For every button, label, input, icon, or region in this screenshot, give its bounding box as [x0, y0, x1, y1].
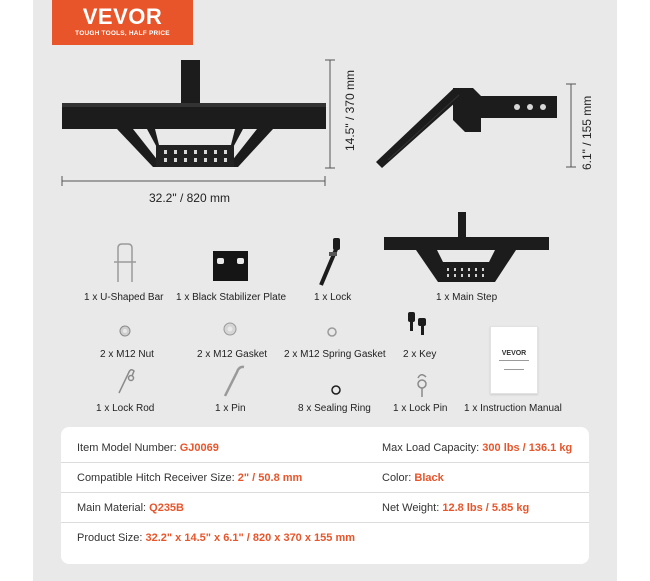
nut-icon — [120, 326, 130, 336]
part-label-lock-rod: 1 x Lock Rod — [96, 403, 155, 414]
spec-label: Max Load Capacity: — [382, 442, 480, 454]
manual-rule — [504, 369, 524, 370]
spec-label: Color: — [382, 472, 412, 484]
part-label-instruction-manual: 1 x Instruction Manual — [464, 403, 562, 414]
part-label-lock-pin: 1 x Lock Pin — [393, 403, 448, 414]
instruction-manual-icon — [490, 326, 538, 394]
spring-gasket-icon — [328, 328, 336, 336]
specifications-table — [61, 427, 589, 564]
spec-divider — [61, 462, 589, 463]
spec-value: 2" / 50.8 mm — [237, 472, 303, 484]
manual-logo: VEVOR — [501, 350, 527, 357]
spec-max-load — [382, 442, 572, 454]
spec-value: Q235B — [149, 502, 184, 514]
spec-value: GJ0069 — [179, 442, 219, 454]
spec-product-size — [77, 532, 355, 544]
hitch-step-side-image — [376, 88, 557, 168]
width-dimension-line — [62, 176, 325, 186]
spec-label: Compatible Hitch Receiver Size: — [77, 472, 235, 484]
part-label-sealing-ring: 8 x Sealing Ring — [298, 403, 371, 414]
spec-label: Net Weight: — [382, 502, 440, 514]
part-label-main-step: 1 x Main Step — [436, 292, 498, 303]
pin-icon — [225, 367, 244, 396]
part-label-key: 2 x Key — [403, 349, 437, 360]
part-label-lock: 1 x Lock — [314, 292, 352, 303]
depth-dimension-line — [566, 84, 576, 167]
stabilizer-plate-icon — [213, 251, 248, 281]
height-dimension-line — [325, 60, 335, 168]
spec-value: 12.8 lbs / 5.85 kg — [442, 502, 530, 514]
part-label-u-shaped-bar: 1 x U-Shaped Bar — [84, 292, 164, 303]
lock-icon — [321, 238, 340, 285]
part-label-m12-gasket: 2 x M12 Gasket — [197, 349, 268, 360]
spec-value: Black — [414, 472, 444, 484]
spec-item-model — [77, 442, 219, 454]
spec-divider — [61, 522, 589, 523]
spec-label: Main Material: — [77, 502, 147, 514]
product-info-card — [33, 0, 617, 581]
u-bar-icon — [114, 244, 136, 282]
key-icon — [408, 312, 426, 335]
spec-label: Product Size: — [77, 532, 143, 544]
sealing-ring-icon — [332, 386, 340, 394]
spec-value: 32.2" x 14.5" x 6.1" / 820 x 370 x 155 mm — [145, 532, 356, 544]
spec-value: 300 lbs / 136.1 kg — [482, 442, 573, 454]
part-label-pin: 1 x Pin — [215, 403, 246, 414]
depth-dimension-label: 6.1" / 155 mm — [580, 95, 594, 170]
gasket-icon — [224, 323, 236, 335]
lock-rod-icon — [119, 370, 134, 393]
width-dimension-label: 32.2" / 820 mm — [149, 191, 230, 205]
hitch-step-front-image — [62, 60, 326, 167]
brand-tagline: TOUGH TOOLS, HALF PRICE — [75, 30, 170, 37]
spec-net-weight — [382, 502, 529, 514]
part-label-stabilizer-plate: 1 x Black Stabilizer Plate — [176, 292, 287, 303]
spec-hitch-size — [77, 472, 302, 484]
lock-pin-icon — [418, 375, 426, 397]
part-label-m12-nut: 2 x M12 Nut — [100, 349, 154, 360]
spec-divider — [61, 492, 589, 493]
spec-color — [382, 472, 444, 484]
height-dimension-label: 14.5" / 370 mm — [343, 70, 357, 151]
brand-name: VEVOR — [82, 4, 163, 29]
main-step-icon — [384, 212, 549, 282]
spec-label: Item Model Number: — [77, 442, 177, 454]
manual-rule — [499, 360, 529, 361]
part-label-m12-spring-gasket: 2 x M12 Spring Gasket — [284, 349, 386, 360]
spec-main-material — [77, 502, 184, 514]
